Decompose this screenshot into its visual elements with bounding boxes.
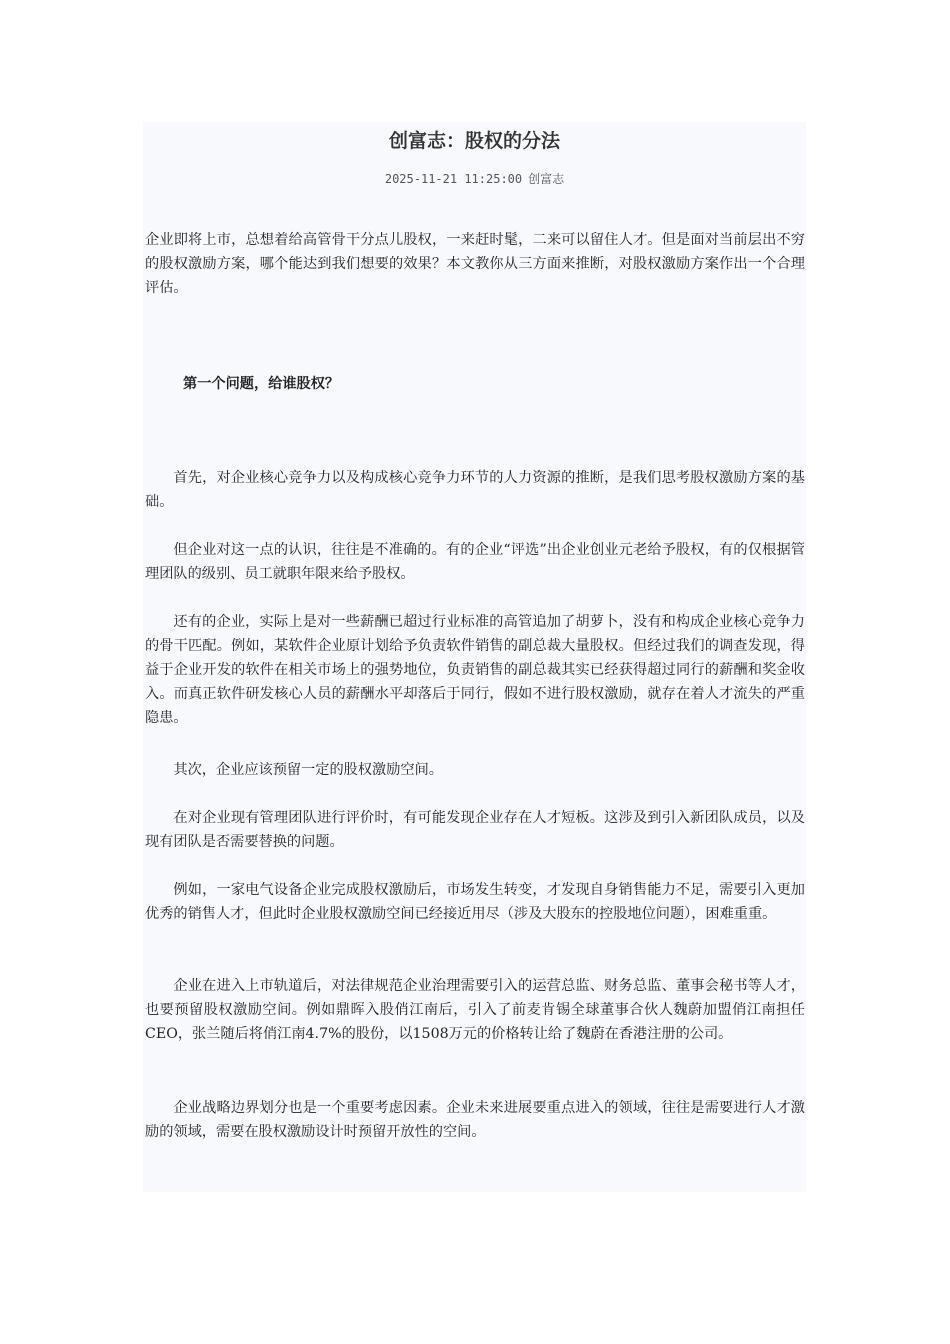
body-paragraph-2: 但企业对这一点的认识，往往是不准确的。有的企业“评选”出企业创业元老给予股权，有的仅根据管理团队的级别、员工就职年限来给予股权。 (145, 542, 805, 582)
article-meta (143, 171, 806, 187)
intro-paragraph: 企业即将上市，总想着给高管骨干分点儿股权，一来赶时髦，二来可以留住人才。但是面对当前层出不穷的股权激励方案，哪个能达到我们想要的效果？本文教你从三方面来推断，对股权激励方案作出一个合理评估。 (145, 232, 805, 296)
body-paragraph-6: 例如，一家电气设备企业完成股权激励后，市场发生转变，才发现自身销售能力不足，需要引入更加优秀的销售人才，但此时企业股权激励空间已经接近用尽（涉及大股东的控股地位问题），困难重重。 (145, 882, 805, 922)
article-datetime: 2025-11-21 11:25:00 (384, 172, 523, 186)
body-paragraph-7: 企业在进入上市轨道后，对法律规范企业治理需要引入的运营总监、财务总监、董事会秘书等人才，也要预留股权激励空间。例如鼎晖入股俏江南后，引入了前麦肯锡全球董事合伙人魏蔚加盟俏江南担任CEO，张兰随后将俏江南4.7%的股份，以1508万元的价格转让给了魏蔚在香港注册的公司。 (145, 978, 805, 1042)
body-paragraph-4: 其次，企业应该预留一定的股权激励空间。 (173, 762, 443, 778)
body-paragraph-8: 企业战略边界划分也是一个重要考虑因素。企业未来进展要重点进入的领域，往往是需要进行人才激励的领域，需要在股权激励设计时预留开放性的空间。 (145, 1100, 805, 1140)
body-paragraph-1: 首先，对企业核心竞争力以及构成核心竞争力环节的人力资源的推断，是我们思考股权激励方案的基础。 (145, 470, 805, 510)
article-title: 创富志：股权的分法 (388, 130, 560, 152)
section-heading: 第一个问题，给谁股权？ (183, 376, 340, 392)
article-container (143, 122, 806, 1192)
body-paragraph-5: 在对企业现有管理团队进行评价时，有可能发现企业存在人才短板。这涉及到引入新团队成员，以及现有团队是否需要替换的问题。 (145, 810, 805, 850)
body-paragraph-3: 还有的企业，实际上是对一些薪酬已超过行业标准的高管追加了胡萝卜，没有和构成企业核心竞争力的骨干匹配。例如，某软件企业原计划给予负责软件销售的副总裁大量股权。但经过我们的调查发现，得益于企业开发的软件在相关市场上的强势地位，负责销售的副总裁其实已经获得超过同行的薪酬和奖金收入。而真正软件研发核心人员的薪酬水平却落后于同行，假如不进行股权激励，就存在着人才流失的严重隐患。 (145, 614, 805, 726)
article-source: 创富志 (528, 172, 565, 186)
